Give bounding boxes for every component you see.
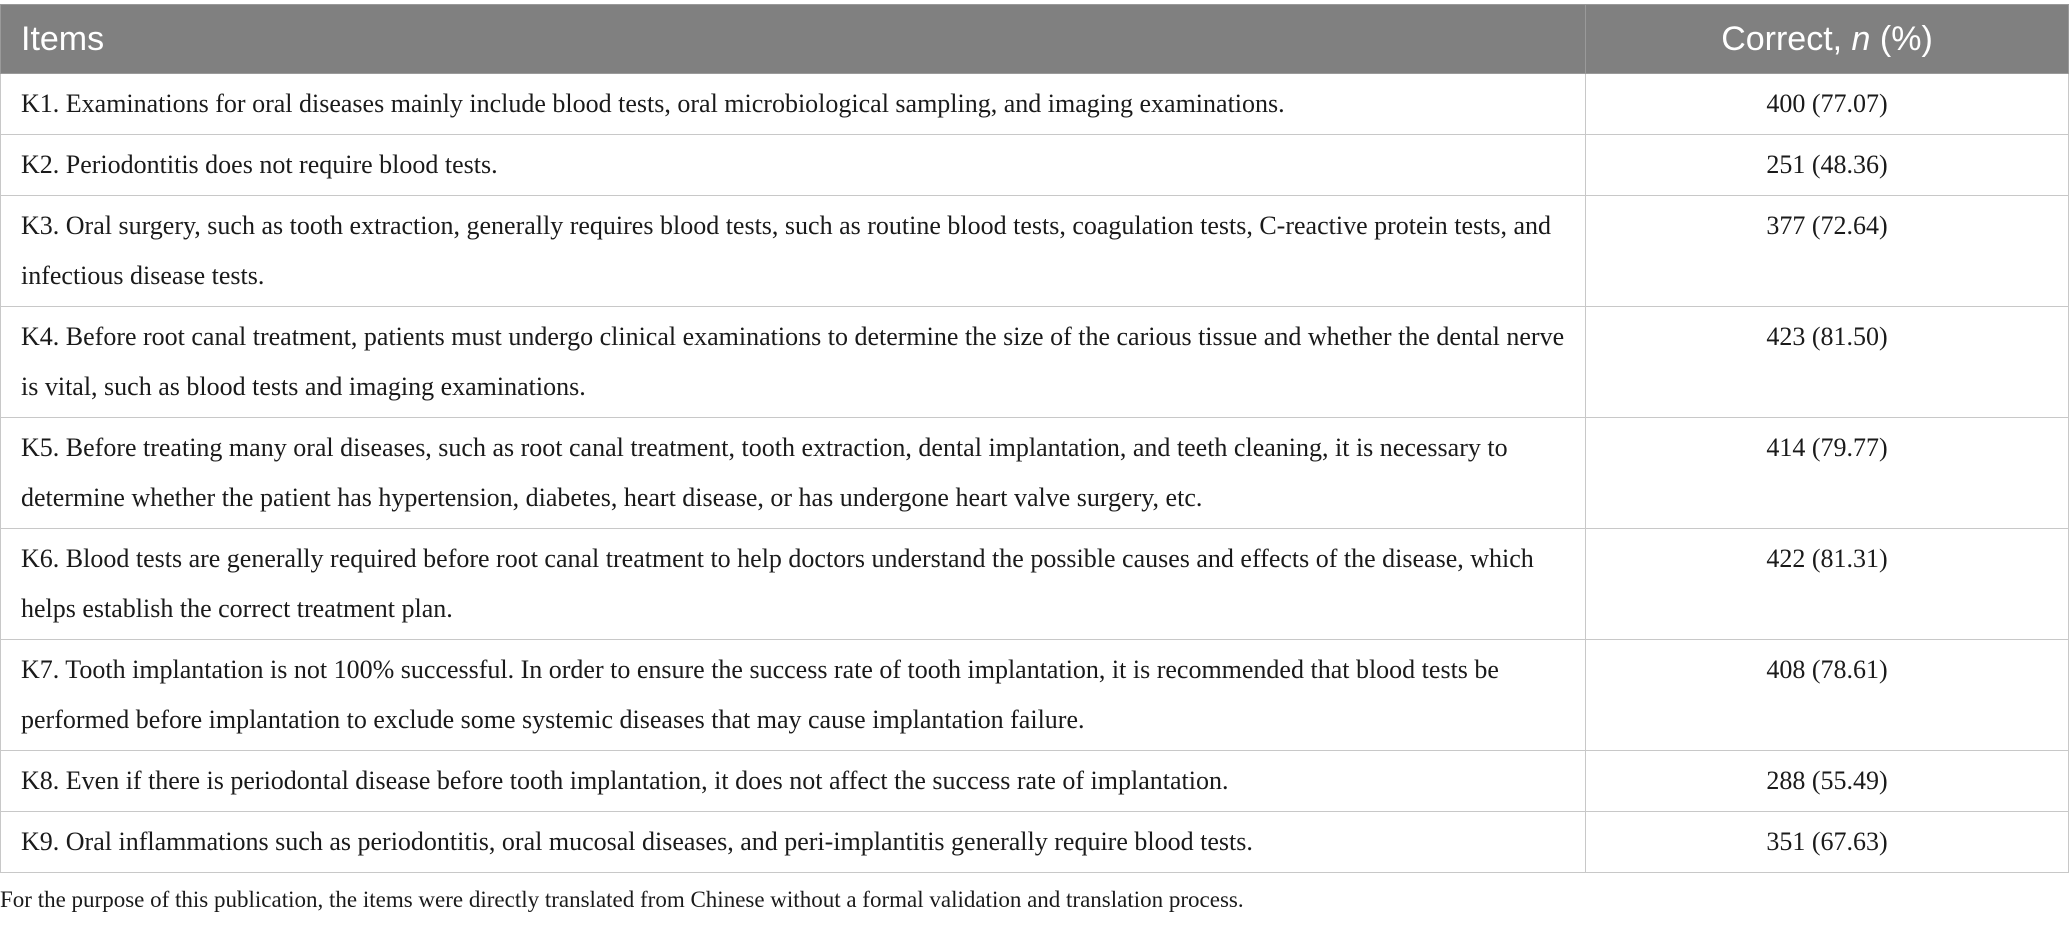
table-row <box>1 135 2069 196</box>
item-text: K5. Before treating many oral diseases, such as root canal treatment, tooth extraction, dental implantation, and teeth cleaning, it is necessary to determine whether the patient has hypertension, diabetes, heart disease, or has undergone heart valve surgery, etc. <box>1 418 1586 529</box>
correct-value: 251 (48.36) <box>1586 135 2069 196</box>
items-column-header: Items <box>1 5 1586 74</box>
correct-header-n: n <box>1851 19 1871 58</box>
item-text: K4. Before root canal treatment, patients must undergo clinical examinations to determine the size of the carious tissue and whether the dental nerve is vital, such as blood tests and imaging examinations. <box>1 307 1586 418</box>
correct-column-header <box>1586 5 2069 74</box>
correct-value: 423 (81.50) <box>1586 307 2069 418</box>
item-text: K2. Periodontitis does not require blood tests. <box>1 135 1586 196</box>
table-row <box>1 812 2069 873</box>
item-text: K3. Oral surgery, such as tooth extraction, generally requires blood tests, such as routine blood tests, coagulation tests, C-reactive protein tests, and infectious disease tests. <box>1 196 1586 307</box>
table-footnote: For the purpose of this publication, the items were directly translated from Chinese without a formal validation and translation process. <box>0 887 1244 912</box>
item-text: K9. Oral inflammations such as periodontitis, oral mucosal diseases, and peri-implantitis generally require blood tests. <box>1 812 1586 873</box>
correct-header-prefix: Correct, <box>1721 19 1852 58</box>
table-header-row <box>1 5 2069 74</box>
correct-value: 351 (67.63) <box>1586 812 2069 873</box>
item-text: K7. Tooth implantation is not 100% successful. In order to ensure the success rate of tooth implantation, it is recommended that blood tests be performed before implantation to exclude some systemic diseases that may cause implantation failure. <box>1 640 1586 751</box>
table-row <box>1 751 2069 812</box>
correct-value: 400 (77.07) <box>1586 74 2069 135</box>
table-row <box>1 74 2069 135</box>
table-row <box>1 307 2069 418</box>
knowledge-items-table <box>0 4 2069 873</box>
correct-value: 422 (81.31) <box>1586 529 2069 640</box>
correct-value: 408 (78.61) <box>1586 640 2069 751</box>
correct-value: 414 (79.77) <box>1586 418 2069 529</box>
table-row <box>1 640 2069 751</box>
item-text: K1. Examinations for oral diseases mainly include blood tests, oral microbiological sampling, and imaging examinations. <box>1 74 1586 135</box>
correct-value: 377 (72.64) <box>1586 196 2069 307</box>
knowledge-items-table-container <box>0 4 2069 873</box>
correct-value: 288 (55.49) <box>1586 751 2069 812</box>
correct-header-suffix: (%) <box>1870 19 1933 58</box>
item-text: K6. Blood tests are generally required before root canal treatment to help doctors understand the possible causes and effects of the disease, which helps establish the correct treatment plan. <box>1 529 1586 640</box>
table-row <box>1 418 2069 529</box>
item-text: K8. Even if there is periodontal disease before tooth implantation, it does not affect the success rate of implantation. <box>1 751 1586 812</box>
table-row <box>1 529 2069 640</box>
table-row <box>1 196 2069 307</box>
